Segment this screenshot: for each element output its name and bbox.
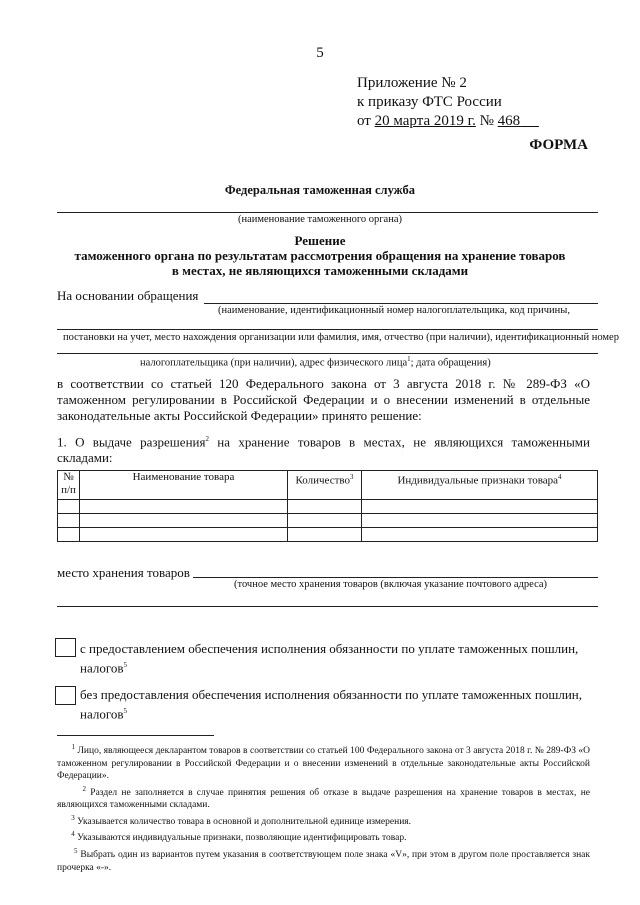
appendix-header (357, 74, 539, 131)
without-security-option: без предоставления обеспечения исполнения обязанности по уплате таможенных пошлин, налогов$^5$ (80, 687, 582, 722)
with-security-checkbox[interactable] (55, 638, 76, 657)
appendix-line2: к приказу ФТС России (357, 94, 502, 110)
appendix-line3 (357, 112, 539, 131)
footnote-4: $^4$ Указываются индивидуальные признаки, позволяющие идентифицировать товар. (71, 830, 407, 844)
basis-caption-2: постановки на учет, место нахождения организации или фамилия, имя, отчество (при наличии), идентификационный номер (63, 332, 619, 343)
basis-label: На основании обращения (57, 288, 199, 303)
footnote-separator (57, 735, 214, 736)
decision-title (0, 233, 640, 278)
goods-table (57, 470, 598, 542)
footnote-5: $^5$ Выбрать один из вариантов путем указания в соответствующем поле знака «V», при этом в другом поле проставляется знак прочерка «-». (57, 847, 591, 873)
law-text: в соответствии со статьей 120 Федерального закона от 3 августа 2018 г. № 289-ФЗ «О таможенном регулировании в Российской Федерации и о внесении изменений в отдельные законодательные акты Российской Федерации» принято решение: (57, 376, 590, 423)
appendix-prefix: от (357, 113, 375, 129)
footnote-ref-2: 2 (205, 435, 209, 443)
footnote-ref-5: 5 (123, 707, 127, 715)
page-number: 5 (316, 45, 324, 61)
col-features: Индивидуальные признаки товара$^4$ (362, 471, 598, 500)
decision-subtitle-2: в местах, не являющихся таможенными складами (171, 263, 469, 278)
customs-body-caption: (наименование таможенного органа) (237, 214, 402, 225)
decision-heading: Решение (294, 233, 346, 248)
point-1: 1. О выдаче разрешения$^2$ на хранение товаров в местах, не являющихся таможенными складами: (57, 434, 590, 466)
table-row (58, 528, 598, 542)
col-quantity: Количество$^3$ (288, 471, 362, 500)
form-label: ФОРМА (529, 137, 588, 153)
footnote-ref-5: 5 (123, 661, 127, 669)
order-number-label: № (479, 113, 494, 129)
footnote-ref-1: 1 (407, 355, 411, 363)
footnote-3: $^3$ Указывается количество товара в основной и дополнительной единице измерения. (71, 813, 412, 827)
basis-line-3 (57, 353, 598, 354)
table-row (58, 500, 598, 514)
storage-caption: (точное место хранения товаров (включая указание почтового адреса) (234, 579, 548, 590)
goods-table-header (58, 471, 598, 500)
col-number: № п/п (58, 471, 80, 500)
storage-line-2 (57, 606, 598, 607)
appendix-line1: Приложение № 2 (357, 75, 467, 91)
service-name: Федеральная таможенная служба (224, 183, 416, 197)
basis-caption-1: (наименование, идентификационный номер налогоплательщика, код причины, (218, 305, 570, 316)
basis-caption-3: налогоплательщика (при наличии), адрес физического лица$^1$; дата обращения) (140, 355, 491, 369)
order-number: 468 (497, 113, 521, 129)
with-security-option: с предоставлением обеспечения исполнения обязанности по уплате таможенных пошлин, налогов$^5$ (80, 641, 579, 676)
storage-line-1 (193, 577, 598, 578)
col-goods-name: Наименование товара (80, 471, 288, 500)
customs-body-line (57, 212, 598, 213)
order-date: 20 марта 2019 г. (374, 113, 476, 129)
footnote-ref-4: 4 (558, 473, 562, 481)
table-row (58, 514, 598, 528)
basis-line-1 (204, 303, 598, 304)
footnote-2: $^2$ Раздел не заполняется в случае принятия решения об отказе в выдаче разрешения на хранение товаров в местах, не являющихся таможенными складами. (57, 784, 590, 811)
footnote-ref-3: 3 (350, 473, 354, 481)
footnote-1: $^1$ Лицо, являющееся декларантом товаров в соответствии со статьей 100 Федерального закона от 3 августа 2018 г. № 289-ФЗ «О таможенном регулировании в Российской Федерации и о внесении изменений в отдельные законодательные акты Российской Федерации». (57, 743, 591, 782)
storage-label: место хранения товаров (57, 565, 190, 580)
without-security-checkbox[interactable] (55, 686, 76, 705)
decision-subtitle-1: таможенного органа по результатам рассмотрения обращения на хранение товаров (74, 248, 566, 263)
basis-line-2 (57, 329, 598, 330)
footnotes (57, 741, 590, 874)
